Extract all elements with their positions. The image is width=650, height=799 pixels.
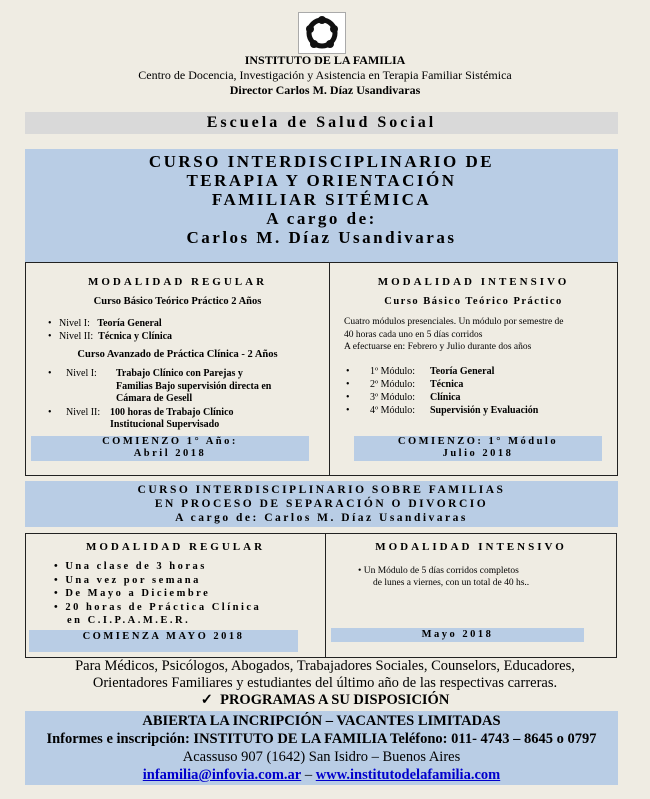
course1-modules-list [346, 365, 616, 417]
contact-info: Informes e inscripción: INSTITUTO DE LA FAMILIA Teléfono: 011- 4743 – 8645 o 0797 [46, 731, 597, 747]
bullet-icon: • [346, 366, 350, 377]
course1-regular-start-band: COMIENZO 1° Año: Abril 2018 [31, 436, 309, 461]
course2-regular-heading: MODALIDAD REGULAR [85, 541, 266, 553]
institute-name: INSTITUTO DE LA FAMILIA [244, 53, 406, 67]
list-item-continuation: en C.I.P.A.M.E.R. [67, 615, 191, 626]
course2-regular-start-band: COMIENZA MAYO 2018 [29, 630, 298, 652]
course2-details-box [25, 533, 617, 658]
course2-title-line2: EN PROCESO DE SEPARACIÓN O DIVORCIO [154, 498, 489, 510]
links-line: infamilia@infovia.com.ar – www.institutodelafamilia.com [142, 767, 501, 783]
institute-subtitle: Centro de Docencia, Investigación y Asistencia en Terapia Familiar Sistémica [138, 68, 512, 82]
bullet-icon: • [48, 318, 60, 329]
list-item: • 1º Módulo: Teoría General [346, 366, 495, 377]
list-item: • Una clase de 3 horas [54, 561, 207, 572]
list-item: • 3º Módulo: Clínica [346, 392, 461, 403]
course2-title-banner [25, 481, 618, 527]
course1-title-line4: A cargo de: [266, 209, 377, 228]
bullet-icon: • [358, 566, 364, 576]
list-item: • Nivel II: Técnica y Clínica [48, 331, 173, 342]
programs-available: ✓ PROGRAMAS A SU DISPOSICIÓN [200, 692, 450, 708]
website-link[interactable]: www.institutodelafamilia.com [315, 767, 501, 783]
bullet-icon: • [346, 392, 350, 403]
email-link[interactable]: infamilia@infovia.com.ar [142, 767, 302, 783]
course1-title-line3: FAMILIAR SITÉMICA [211, 190, 432, 209]
course1-advanced-list [48, 368, 328, 430]
list-item: • Nivel I: Teoría General [48, 318, 162, 329]
course2-intensive-heading: MODALIDAD INTENSIVO [375, 541, 567, 553]
address: Acassuso 907 (1642) San Isidro – Buenos Aires [182, 749, 461, 765]
list-item: • Nivel II: 100 horas de Trabajo Clínico Institucional Supervisado [48, 406, 234, 430]
bullet-icon: • [54, 574, 66, 586]
course1-title-line2: TERAPIA Y ORIENTACIÓN [186, 171, 457, 190]
course1-basic-list [48, 317, 328, 343]
bullet-icon: • [48, 331, 60, 342]
checkmark-icon: ✓ [200, 692, 213, 708]
course1-intensive-heading: MODALIDAD INTENSIVO [377, 276, 570, 288]
course2-title-line3: A cargo de: Carlos M. Díaz Usandivaras [175, 512, 468, 524]
course1-intensive-description: Cuatro módulos presenciales. Un módulo por semestre de 40 horas cada uno en 5 días corridos A efectuarse en: Febrero y Julio durante dos años [344, 317, 564, 352]
course1-intensive-start-band: COMIENZO: 1° Módulo Julio 2018 [354, 436, 602, 461]
list-item: • Una vez por semana [54, 574, 201, 586]
course2-regular-list [54, 560, 324, 628]
bullet-icon: • [54, 601, 66, 613]
enrollment-open: ABIERTA LA INCRIPCIÓN – VACANTES LIMITADAS [142, 713, 501, 729]
bullet-icon: • [346, 405, 350, 416]
course1-intensive-basic-title: Curso Básico Teórico Práctico [384, 296, 563, 307]
logo-emblem-icon [299, 13, 345, 53]
course1-regular-heading: MODALIDAD REGULAR [87, 276, 268, 288]
list-item: • 2º Módulo: Técnica [346, 379, 464, 390]
course1-basic-title: Curso Básico Teórico Práctico 2 Años [93, 296, 262, 307]
bullet-icon: • [48, 368, 52, 379]
audience-text: Para Médicos, Psicólogos, Abogados, Trabajadores Sociales, Counselors, Educadores, Orientadores Familiares y estudiantes del último año de las respectivas carreras. [75, 658, 575, 691]
course1-title-line5: Carlos M. Díaz Usandivaras [186, 228, 457, 247]
bullet-icon: • [54, 588, 66, 599]
school-banner: Escuela de Salud Social [25, 112, 618, 134]
course2-title-line1: CURSO INTERDISCIPLINARIO SOBRE FAMILIAS [137, 484, 506, 496]
bullet-icon: • [48, 406, 52, 418]
course2-intensive-description: • Un Módulo de 5 días corridos completos de lunes a viernes, con un total de 40 hs.. [358, 565, 613, 589]
director-line: Director Carlos M. Díaz Usandivaras [229, 83, 421, 97]
column-divider [329, 263, 330, 475]
course2-intensive-start-band: Mayo 2018 [331, 628, 584, 642]
list-item: • De Mayo a Diciembre [54, 588, 211, 599]
institute-logo [298, 12, 346, 54]
list-item: • 20 horas de Práctica Clínica [54, 601, 262, 613]
course1-advanced-title: Curso Avanzado de Práctica Clínica - 2 Años [77, 349, 278, 360]
bullet-icon: • [346, 379, 350, 390]
course1-details-box [25, 262, 618, 476]
list-item: • 4º Módulo: Supervisión y Evaluación [346, 405, 539, 416]
bullet-icon: • [54, 561, 66, 572]
list-item: • Nivel I: Trabajo Clínico con Parejas y Familias Bajo supervisión directa en Cámara de Gesell [48, 368, 272, 404]
footer-contact-banner [25, 711, 618, 785]
course1-title-banner [25, 149, 618, 263]
course1-title-line1: CURSO INTERDISCIPLINARIO DE [148, 152, 495, 171]
list-item: • Un Módulo de 5 días corridos completos [358, 566, 519, 576]
